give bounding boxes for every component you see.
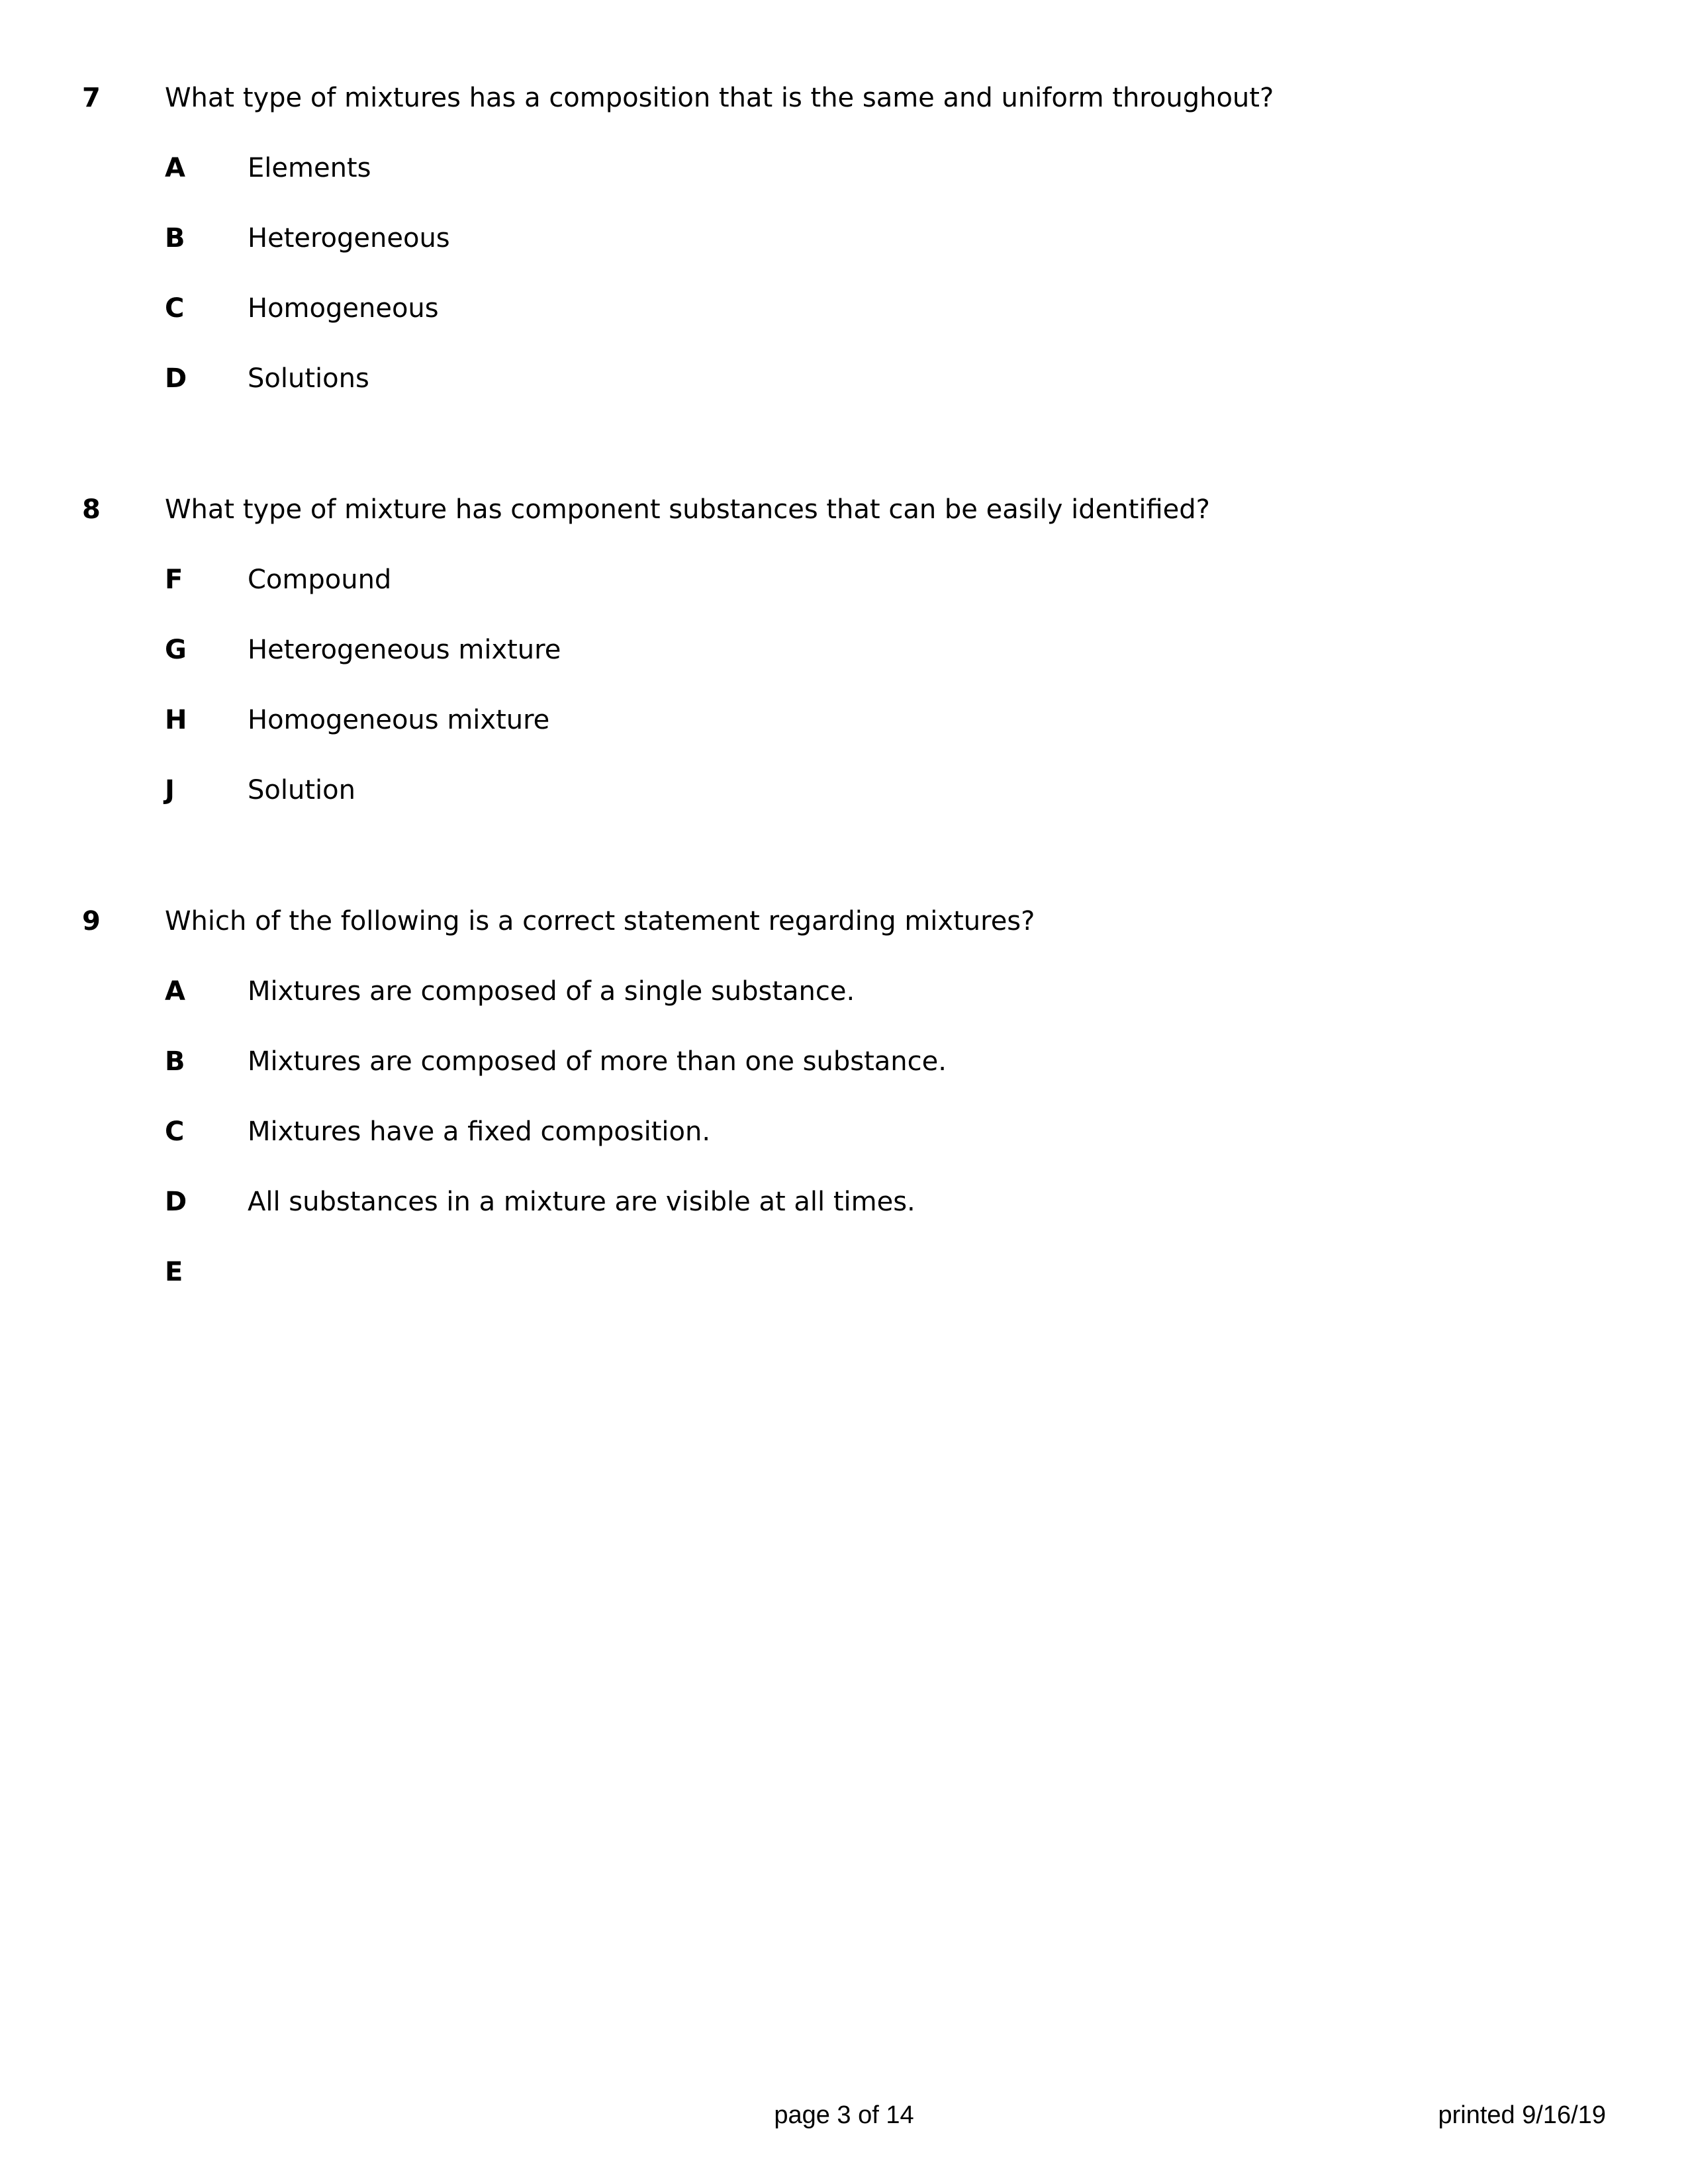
choice-text: All substances in a mixture are visible at all times. [248,1187,915,1217]
question-text: What type of mixture has component substances that can be easily identified? [165,494,1210,525]
choice-letter: B [165,1046,185,1077]
question-text: Which of the following is a correct statement regarding mixtures? [165,906,1035,936]
choice-text: Solutions [248,363,369,394]
question-number: 8 [82,494,101,525]
page-number: page 3 of 14 [774,2101,914,2129]
choice-text: Heterogeneous [248,223,450,253]
choice-text: Homogeneous [248,293,439,324]
choice-letter: G [165,635,187,665]
choice-9c [0,1115,1688,1154]
choice-letter: C [165,1116,185,1147]
choice-letter: D [165,1187,187,1217]
choice-text: Compound [248,565,392,595]
choice-7a [0,151,1688,191]
printed-date: printed 9/16/19 [1438,2101,1606,2129]
choice-text: Mixtures are composed of more than one substance. [248,1046,947,1077]
choice-8h [0,703,1688,743]
choice-9b [0,1044,1688,1084]
choice-8g [0,633,1688,672]
choice-7b [0,221,1688,261]
question-text: What type of mixtures has a composition that is the same and uniform throughout? [165,83,1274,113]
choice-7c [0,291,1688,331]
choice-letter: A [165,153,185,183]
choice-text: Mixtures are composed of a single substance. [248,976,855,1007]
choice-9e [0,1255,1688,1295]
choice-letter: D [165,363,187,394]
choice-7d [0,361,1688,401]
choice-text: Solution [248,775,355,805]
choice-letter: J [165,775,175,805]
choice-letter: H [165,705,187,735]
choice-letter: B [165,223,185,253]
choice-letter: C [165,293,185,324]
choice-8f [0,563,1688,602]
choice-9a [0,974,1688,1014]
choice-text: Mixtures have a fixed composition. [248,1116,711,1147]
choice-text: Homogeneous mixture [248,705,550,735]
question-number: 7 [82,83,101,113]
choice-letter: A [165,976,185,1007]
choice-letter: F [165,565,183,595]
question-number: 9 [82,906,101,936]
choice-8j [0,773,1688,813]
choice-letter: E [165,1257,183,1287]
choice-text: Elements [248,153,371,183]
choice-9d [0,1185,1688,1224]
choice-text: Heterogeneous mixture [248,635,561,665]
